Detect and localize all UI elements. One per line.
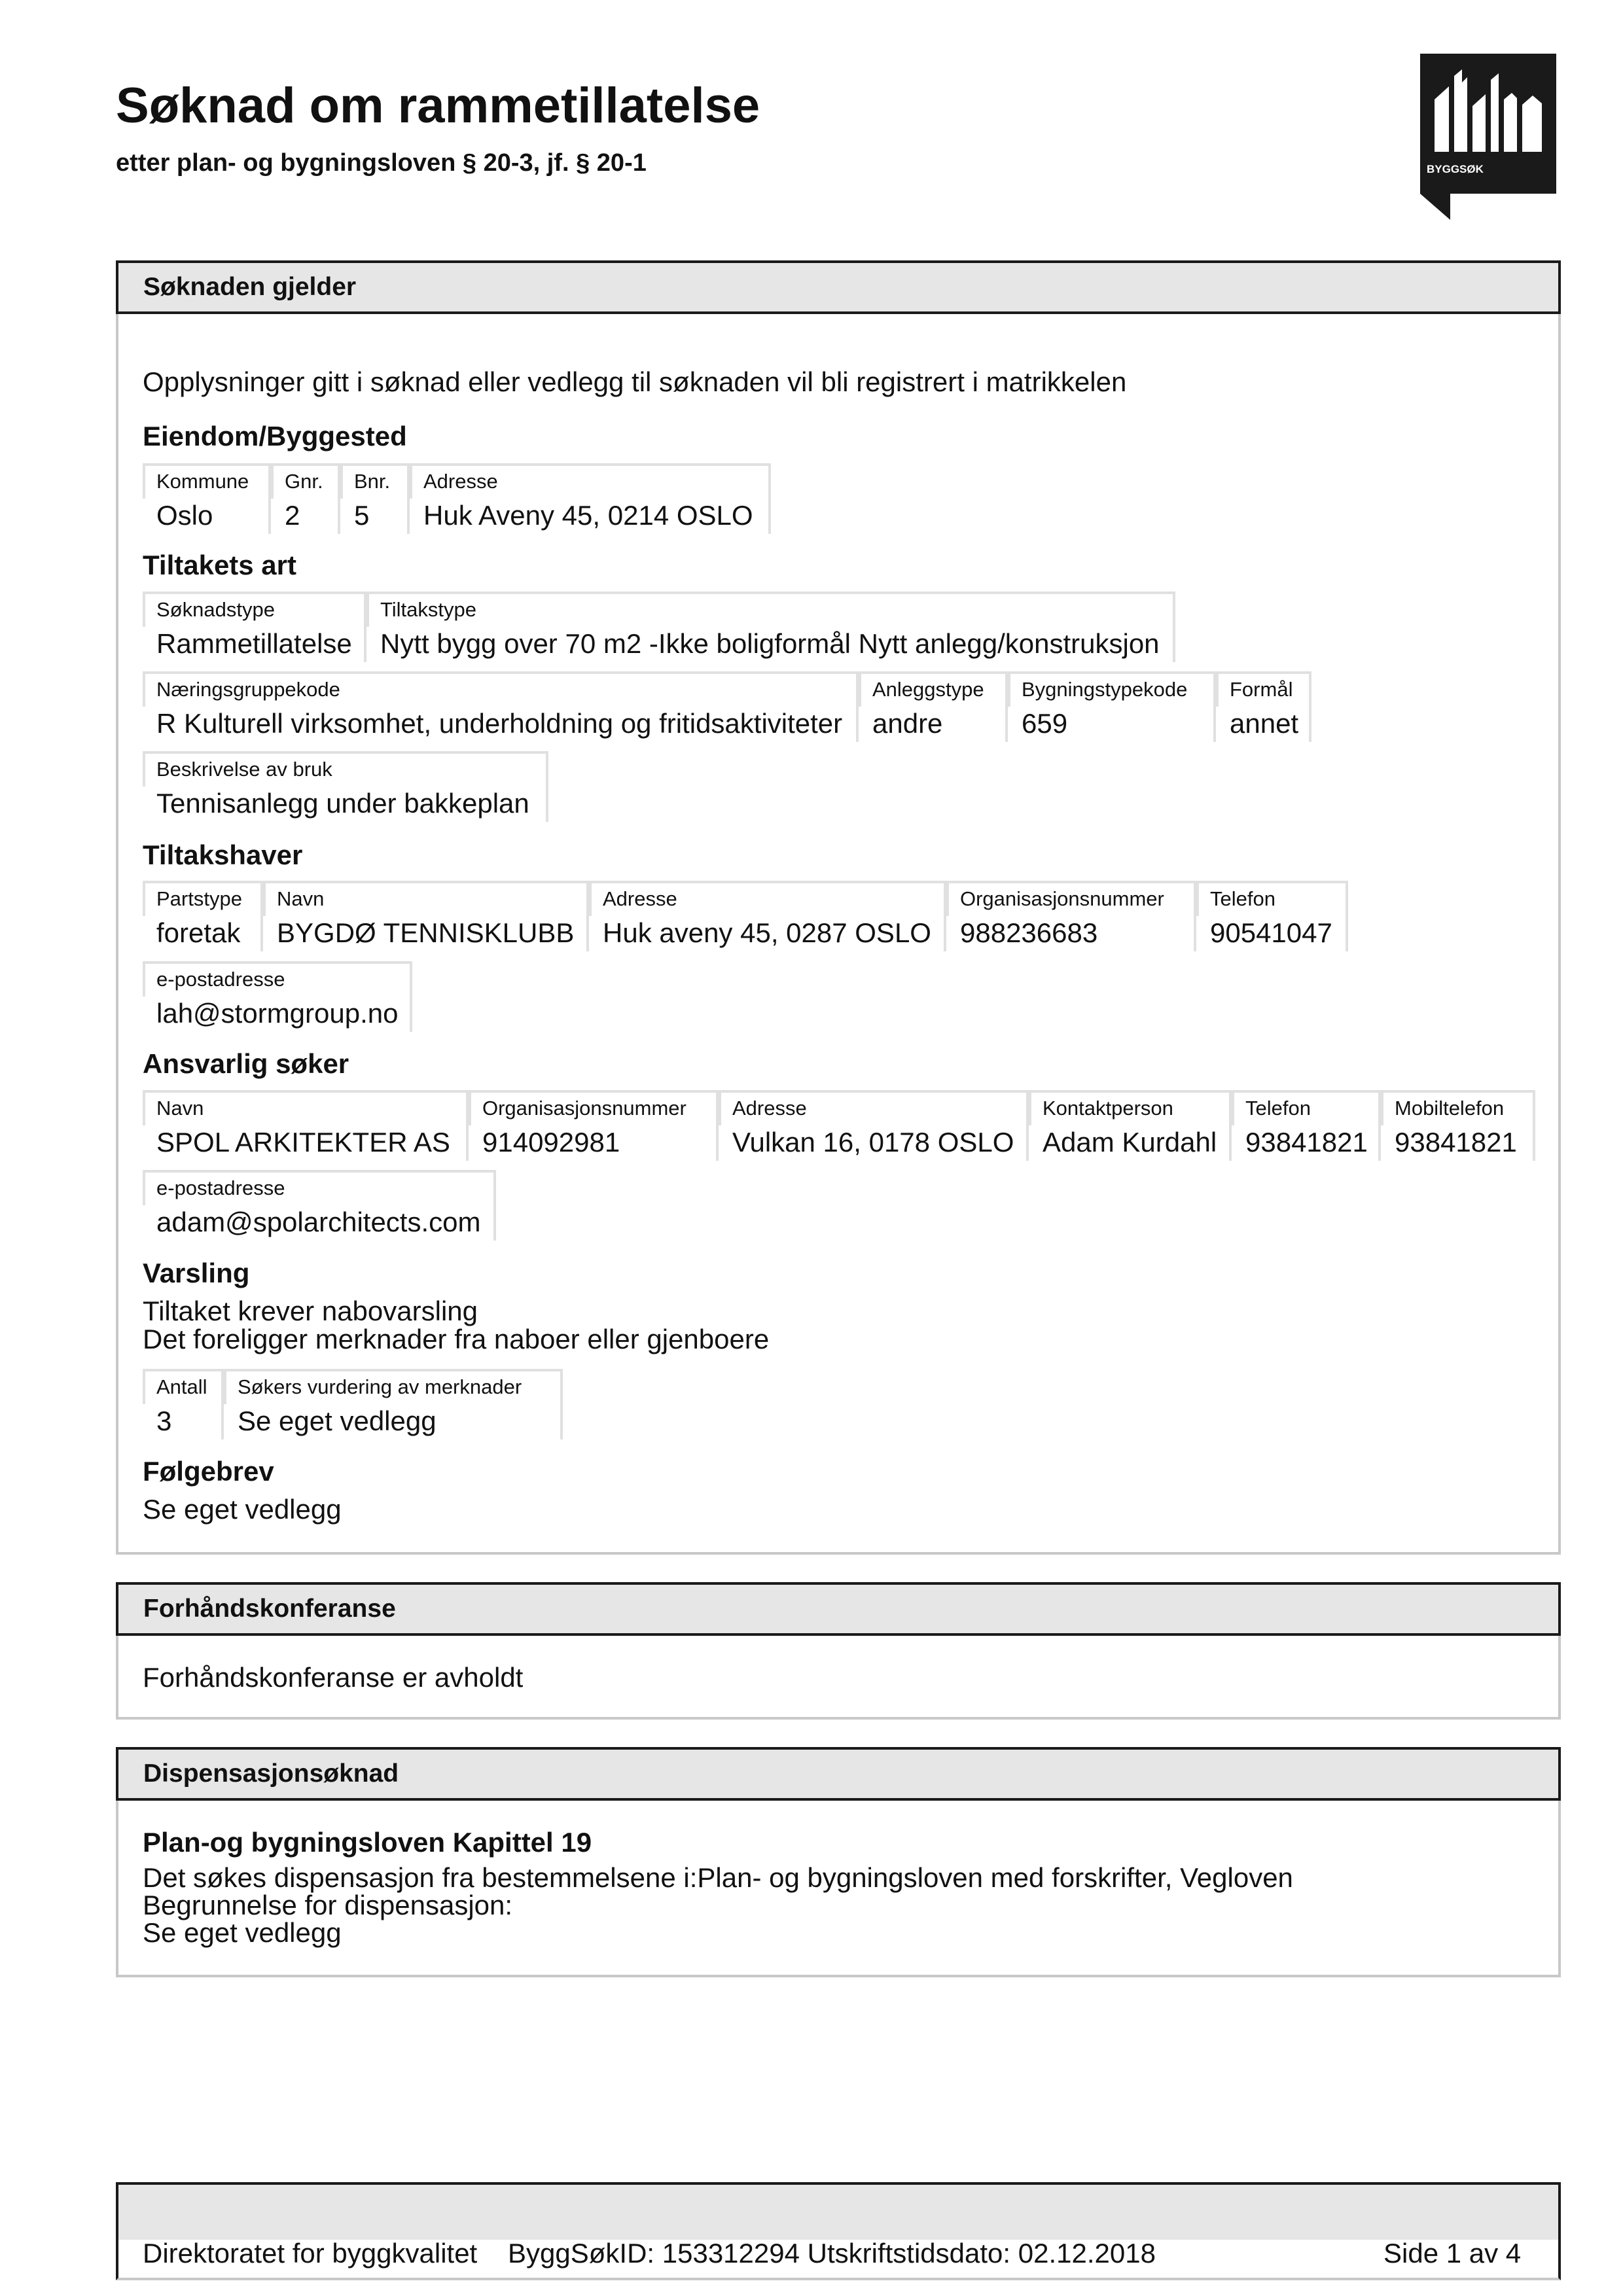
intro-text: Opplysninger gitt i søknad eller vedlegg til søknaden vil bli registrert i matrikkelen xyxy=(143,366,1127,397)
eiendom-heading: Eiendom/Byggested xyxy=(143,421,407,451)
folgebrev-text: Se eget vedlegg xyxy=(143,1494,342,1525)
field-value: 914092981 xyxy=(482,1127,620,1157)
field-value: 5 xyxy=(354,500,370,531)
field-label: Søkers vurdering av merknader xyxy=(238,1375,522,1398)
partstype-field xyxy=(143,881,263,951)
dispensasjon-line-2: Begrunnelse for dispensasjon: xyxy=(143,1890,513,1920)
field-label: Tiltakstype xyxy=(380,598,477,621)
footer-org: Direktoratet for byggkvalitet xyxy=(143,2238,478,2269)
field-label: Søknadstype xyxy=(156,598,275,621)
footer-page-number: Side 1 av 4 xyxy=(1383,2238,1522,2269)
field-value: 659 xyxy=(1022,708,1068,739)
naeringsgruppekode-field xyxy=(143,671,859,742)
field-value: Vulkan 16, 0178 OSLO xyxy=(732,1127,1014,1157)
field-value: 93841821 xyxy=(1245,1127,1368,1157)
field-value: andre xyxy=(872,708,943,739)
tiltakshaver-navn-field xyxy=(263,881,589,951)
field-value: 93841821 xyxy=(1395,1127,1517,1157)
field-value: Nytt bygg over 70 m2 -Ikke boligformål Nytt anlegg/konstruksjon xyxy=(380,628,1160,659)
varsling-heading: Varsling xyxy=(143,1258,250,1288)
anleggstype-field xyxy=(859,671,1008,742)
field-label: Anleggstype xyxy=(872,678,984,701)
byggsok-logo xyxy=(1420,54,1556,221)
page-title: Søknad om rammetillatelse xyxy=(116,78,760,133)
field-label: e-postadresse xyxy=(156,1176,285,1199)
field-label: Partstype xyxy=(156,887,242,910)
field-label: Adresse xyxy=(423,470,498,493)
field-label: Formål xyxy=(1230,678,1293,701)
forhandskonferanse-text: Forhåndskonferanse er avholdt xyxy=(143,1662,524,1693)
field-label: Telefon xyxy=(1245,1097,1311,1120)
field-label: Kommune xyxy=(156,470,249,493)
dispensasjon-line-3: Se eget vedlegg xyxy=(143,1917,342,1948)
field-label: Beskrivelse av bruk xyxy=(156,758,332,781)
field-value: Se eget vedlegg xyxy=(238,1405,437,1436)
field-label: Organisasjonsnummer xyxy=(482,1097,687,1120)
section-forhandskonferanse xyxy=(116,1582,1561,1720)
ansvarlig-soker-heading: Ansvarlig søker xyxy=(143,1048,349,1079)
tiltakets-art-heading: Tiltakets art xyxy=(143,550,296,580)
page-subtitle: etter plan- og bygningsloven § 20-3, jf. § 20-1 xyxy=(116,149,647,177)
field-value: Rammetillatelse xyxy=(156,628,352,659)
dispensasjon-heading: Plan-og bygningsloven Kapittel 19 xyxy=(143,1827,592,1858)
field-value: Oslo xyxy=(156,500,213,531)
field-value: 90541047 xyxy=(1210,917,1332,948)
kommune-field xyxy=(143,463,271,534)
field-value: BYGDØ TENNISKLUBB xyxy=(277,917,575,948)
section-header: Forhåndskonferanse xyxy=(116,1582,1561,1636)
tiltakshaver-orgnr-field xyxy=(946,881,1196,951)
field-label: Navn xyxy=(156,1097,204,1120)
soker-mobiltelefon-field xyxy=(1381,1090,1535,1161)
adresse-field xyxy=(410,463,771,534)
field-label: Gnr. xyxy=(285,470,323,493)
tiltakshaver-telefon-field xyxy=(1196,881,1348,951)
field-label: Telefon xyxy=(1210,887,1275,910)
field-label: Organisasjonsnummer xyxy=(960,887,1164,910)
field-label: e-postadresse xyxy=(156,968,285,991)
formal-field xyxy=(1216,671,1311,742)
field-value: lah@stormgroup.no xyxy=(156,998,399,1029)
soker-epost-field xyxy=(143,1170,496,1241)
field-label: Mobiltelefon xyxy=(1395,1097,1505,1120)
tiltakshaver-heading: Tiltakshaver xyxy=(143,839,303,870)
field-label: Antall xyxy=(156,1375,207,1398)
tiltakshaver-epost-field xyxy=(143,961,412,1032)
section-header: Søknaden gjelder xyxy=(116,260,1561,314)
field-value: Huk aveny 45, 0287 OSLO xyxy=(603,917,931,948)
logo-text: BYGGSØK xyxy=(1427,163,1484,175)
soker-orgnr-field xyxy=(469,1090,719,1161)
varsling-line-2: Det foreligger merknader fra naboer eller gjenboere xyxy=(143,1324,770,1354)
tiltakstype-field xyxy=(366,592,1175,662)
section-header: Dispensasjonsøknad xyxy=(116,1747,1561,1801)
field-label: Adresse xyxy=(732,1097,807,1120)
soker-navn-field xyxy=(143,1090,469,1161)
field-label: Kontaktperson xyxy=(1043,1097,1173,1120)
varsling-line-1: Tiltaket krever nabovarsling xyxy=(143,1296,478,1326)
soker-telefon-field xyxy=(1232,1090,1381,1161)
folgebrev-heading: Følgebrev xyxy=(143,1456,274,1487)
tiltakshaver-adresse-field xyxy=(589,881,946,951)
field-label: Bygningstypekode xyxy=(1022,678,1188,701)
bygningstypekode-field xyxy=(1008,671,1216,742)
field-value: R Kulturell virksomhet, underholdning og fritidsaktiviteter xyxy=(156,708,843,739)
field-value: 988236683 xyxy=(960,917,1098,948)
soker-kontaktperson-field xyxy=(1029,1090,1232,1161)
field-label: Navn xyxy=(277,887,325,910)
field-value: Huk Aveny 45, 0214 OSLO xyxy=(423,500,753,531)
beskrivelse-av-bruk-field xyxy=(143,751,548,822)
footer-byggsok-id: ByggSøkID: 153312294 Utskriftstidsdato: 02.12.2018 xyxy=(508,2238,1156,2269)
field-value: 3 xyxy=(156,1405,172,1436)
antall-field xyxy=(143,1369,224,1439)
field-label: Næringsgruppekode xyxy=(156,678,340,701)
dispensasjon-line-1: Det søkes dispensasjon fra bestemmelsene i:Plan- og bygningsloven med forskrifter, Vegloven xyxy=(143,1862,1293,1893)
field-value: adam@spolarchitects.com xyxy=(156,1207,481,1237)
field-value: Adam Kurdahl xyxy=(1043,1127,1217,1157)
field-label: Adresse xyxy=(603,887,677,910)
vurdering-field xyxy=(224,1369,563,1439)
bnr-field xyxy=(340,463,410,534)
field-value: annet xyxy=(1230,708,1299,739)
field-value: 2 xyxy=(285,500,300,531)
gnr-field xyxy=(271,463,340,534)
field-label: Bnr. xyxy=(354,470,391,493)
soker-adresse-field xyxy=(719,1090,1029,1161)
field-value: SPOL ARKITEKTER AS xyxy=(156,1127,450,1157)
field-value: Tennisanlegg under bakkeplan xyxy=(156,788,529,819)
field-value: foretak xyxy=(156,917,241,948)
soknadstype-field xyxy=(143,592,366,662)
